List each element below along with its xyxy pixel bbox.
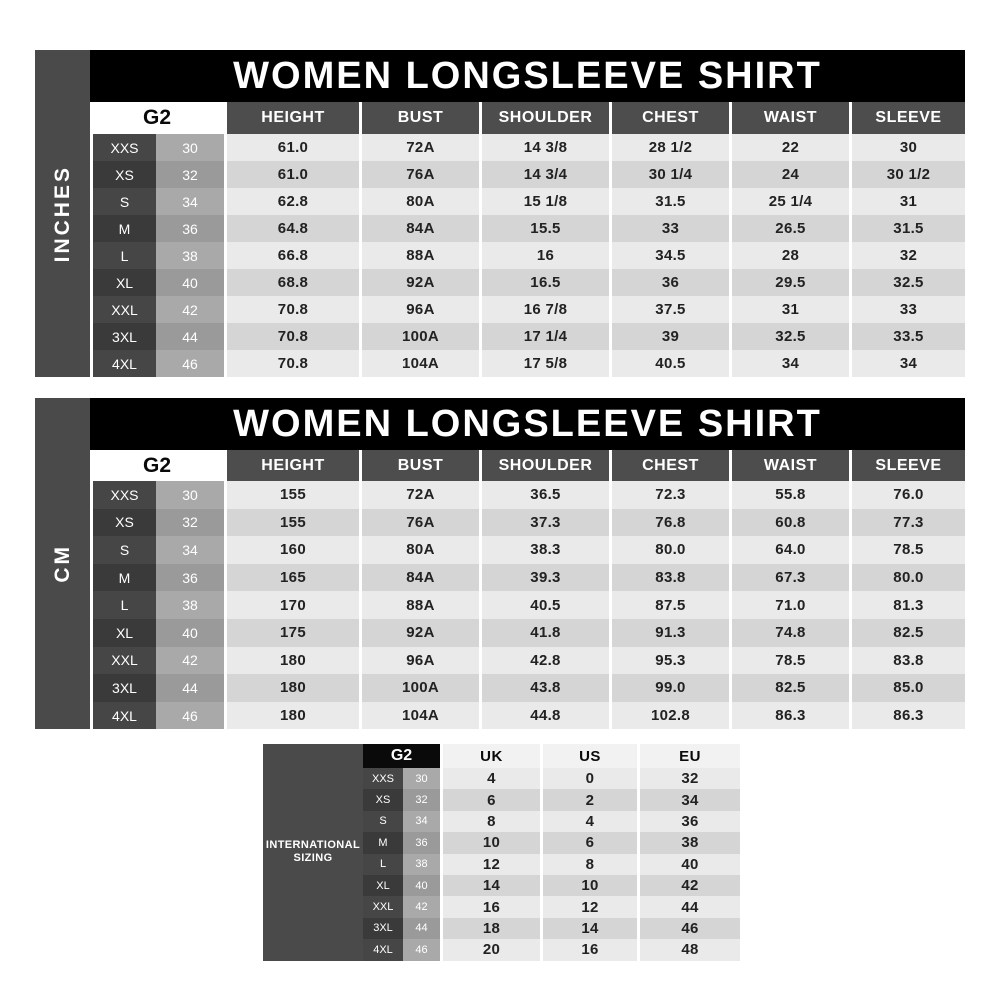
value-cell-uk: 12	[440, 854, 540, 875]
size-label-cell: XXS	[90, 481, 156, 509]
value-cell-uk: 16	[440, 896, 540, 917]
value-cell-height: 180	[224, 647, 359, 675]
size-label-cell: 4XL	[90, 350, 156, 377]
value-cell-height: 160	[224, 536, 359, 564]
value-cell-waist: 31	[729, 296, 849, 323]
value-cell-us: 10	[540, 875, 637, 896]
value-cell-shoulder: 14 3/8	[479, 134, 609, 161]
value-cell-sleeve: 86.3	[849, 702, 965, 730]
value-cell-bust: 92A	[359, 269, 479, 296]
g2-size-cell: 38	[156, 242, 224, 269]
g2-size-cell: 30	[156, 134, 224, 161]
value-cell-bust: 92A	[359, 619, 479, 647]
size-label-cell: XXL	[90, 647, 156, 675]
value-cell-waist: 22	[729, 134, 849, 161]
value-cell-chest: 34.5	[609, 242, 729, 269]
value-cell-eu: 32	[637, 768, 740, 789]
value-cell-chest: 28 1/2	[609, 134, 729, 161]
g2-size-cell: 34	[156, 536, 224, 564]
value-cell-sleeve: 30	[849, 134, 965, 161]
value-cell-chest: 40.5	[609, 350, 729, 377]
g2-size-cell: 32	[403, 789, 440, 810]
value-cell-height: 70.8	[224, 350, 359, 377]
g2-header: G2	[363, 744, 440, 768]
value-cell-height: 62.8	[224, 188, 359, 215]
unit-label: CM	[50, 544, 74, 583]
size-label-cell: S	[90, 188, 156, 215]
value-cell-height: 165	[224, 564, 359, 592]
column-header-uk: UK	[440, 744, 540, 768]
value-cell-height: 70.8	[224, 296, 359, 323]
column-header-height: HEIGHT	[224, 102, 359, 134]
column-header-sleeve: SLEEVE	[849, 102, 965, 134]
value-cell-chest: 31.5	[609, 188, 729, 215]
value-cell-waist: 86.3	[729, 702, 849, 730]
value-cell-shoulder: 17 1/4	[479, 323, 609, 350]
unit-strip-cm	[35, 398, 90, 729]
size-label-cell: 4XL	[90, 702, 156, 730]
g2-size-cell: 34	[403, 811, 440, 832]
value-cell-height: 180	[224, 702, 359, 730]
value-cell-sleeve: 82.5	[849, 619, 965, 647]
value-cell-chest: 99.0	[609, 674, 729, 702]
size-label-cell: XS	[90, 161, 156, 188]
value-cell-height: 70.8	[224, 323, 359, 350]
size-label-cell: XXL	[90, 296, 156, 323]
value-cell-waist: 74.8	[729, 619, 849, 647]
value-cell-waist: 78.5	[729, 647, 849, 675]
value-cell-waist: 34	[729, 350, 849, 377]
value-cell-waist: 60.8	[729, 509, 849, 537]
value-cell-shoulder: 43.8	[479, 674, 609, 702]
g2-size-cell: 42	[403, 896, 440, 917]
value-cell-us: 16	[540, 939, 637, 960]
g2-header: G2	[90, 450, 224, 481]
value-cell-uk: 14	[440, 875, 540, 896]
value-cell-shoulder: 40.5	[479, 591, 609, 619]
value-cell-shoulder: 16	[479, 242, 609, 269]
value-cell-bust: 72A	[359, 481, 479, 509]
g2-size-cell: 42	[156, 647, 224, 675]
value-cell-sleeve: 80.0	[849, 564, 965, 592]
value-cell-eu: 40	[637, 854, 740, 875]
value-cell-uk: 18	[440, 918, 540, 939]
value-cell-us: 0	[540, 768, 637, 789]
value-cell-bust: 88A	[359, 591, 479, 619]
value-cell-height: 155	[224, 481, 359, 509]
g2-size-cell: 30	[403, 768, 440, 789]
value-cell-waist: 55.8	[729, 481, 849, 509]
value-cell-chest: 72.3	[609, 481, 729, 509]
value-cell-chest: 76.8	[609, 509, 729, 537]
value-cell-height: 66.8	[224, 242, 359, 269]
size-label-cell: XXL	[363, 896, 403, 917]
value-cell-eu: 38	[637, 832, 740, 853]
value-cell-chest: 80.0	[609, 536, 729, 564]
g2-size-cell: 38	[403, 854, 440, 875]
value-cell-shoulder: 38.3	[479, 536, 609, 564]
value-cell-height: 170	[224, 591, 359, 619]
value-cell-bust: 104A	[359, 350, 479, 377]
value-cell-chest: 37.5	[609, 296, 729, 323]
value-cell-sleeve: 76.0	[849, 481, 965, 509]
value-cell-uk: 8	[440, 811, 540, 832]
column-header-eu: EU	[637, 744, 740, 768]
international-sizing-table	[263, 744, 740, 961]
size-label-cell: XS	[90, 509, 156, 537]
value-cell-height: 64.8	[224, 215, 359, 242]
value-cell-eu: 42	[637, 875, 740, 896]
value-cell-sleeve: 31	[849, 188, 965, 215]
size-label-cell: M	[90, 564, 156, 592]
size-label-cell: XS	[363, 789, 403, 810]
value-cell-shoulder: 17 5/8	[479, 350, 609, 377]
g2-size-cell: 30	[156, 481, 224, 509]
value-cell-shoulder: 36.5	[479, 481, 609, 509]
g2-size-cell: 40	[156, 269, 224, 296]
g2-size-cell: 36	[403, 832, 440, 853]
table-title: WOMEN LONGSLEEVE SHIRT	[90, 398, 965, 450]
value-cell-uk: 20	[440, 939, 540, 960]
value-cell-bust: 76A	[359, 161, 479, 188]
size-label-cell: XL	[90, 269, 156, 296]
size-label-cell: S	[363, 811, 403, 832]
size-label-cell: M	[90, 215, 156, 242]
value-cell-sleeve: 32	[849, 242, 965, 269]
column-header-height: HEIGHT	[224, 450, 359, 481]
value-cell-us: 2	[540, 789, 637, 810]
value-cell-us: 8	[540, 854, 637, 875]
value-cell-us: 12	[540, 896, 637, 917]
value-cell-chest: 39	[609, 323, 729, 350]
column-header-bust: BUST	[359, 102, 479, 134]
value-cell-sleeve: 30 1/2	[849, 161, 965, 188]
value-cell-waist: 71.0	[729, 591, 849, 619]
value-cell-sleeve: 83.8	[849, 647, 965, 675]
international-sizing-label: INTERNATIONAL SIZING	[263, 744, 363, 961]
value-cell-chest: 33	[609, 215, 729, 242]
g2-size-cell: 46	[156, 702, 224, 730]
size-label-cell: XL	[90, 619, 156, 647]
value-cell-waist: 25 1/4	[729, 188, 849, 215]
g2-size-cell: 40	[156, 619, 224, 647]
value-cell-waist: 67.3	[729, 564, 849, 592]
g2-size-cell: 32	[156, 161, 224, 188]
value-cell-sleeve: 31.5	[849, 215, 965, 242]
value-cell-chest: 87.5	[609, 591, 729, 619]
size-label-cell: L	[363, 854, 403, 875]
g2-size-cell: 44	[403, 918, 440, 939]
value-cell-bust: 100A	[359, 323, 479, 350]
column-header-shoulder: SHOULDER	[479, 102, 609, 134]
size-label-cell: M	[363, 832, 403, 853]
value-cell-height: 180	[224, 674, 359, 702]
value-cell-height: 155	[224, 509, 359, 537]
size-label-cell: 3XL	[90, 323, 156, 350]
value-cell-bust: 96A	[359, 296, 479, 323]
value-cell-uk: 6	[440, 789, 540, 810]
value-cell-us: 4	[540, 811, 637, 832]
value-cell-chest: 102.8	[609, 702, 729, 730]
value-cell-eu: 46	[637, 918, 740, 939]
value-cell-sleeve: 33.5	[849, 323, 965, 350]
column-header-waist: WAIST	[729, 102, 849, 134]
value-cell-chest: 83.8	[609, 564, 729, 592]
value-cell-eu: 36	[637, 811, 740, 832]
value-cell-waist: 64.0	[729, 536, 849, 564]
size-label-cell: XL	[363, 875, 403, 896]
value-cell-bust: 96A	[359, 647, 479, 675]
g2-size-cell: 46	[156, 350, 224, 377]
value-cell-uk: 4	[440, 768, 540, 789]
value-cell-height: 175	[224, 619, 359, 647]
column-header-chest: CHEST	[609, 450, 729, 481]
value-cell-waist: 32.5	[729, 323, 849, 350]
value-cell-uk: 10	[440, 832, 540, 853]
value-cell-bust: 80A	[359, 188, 479, 215]
value-cell-shoulder: 15.5	[479, 215, 609, 242]
value-cell-sleeve: 34	[849, 350, 965, 377]
value-cell-bust: 88A	[359, 242, 479, 269]
column-header-waist: WAIST	[729, 450, 849, 481]
value-cell-sleeve: 32.5	[849, 269, 965, 296]
value-cell-bust: 100A	[359, 674, 479, 702]
size-label-cell: XXS	[363, 768, 403, 789]
g2-size-cell: 36	[156, 215, 224, 242]
value-cell-shoulder: 42.8	[479, 647, 609, 675]
g2-size-cell: 44	[156, 674, 224, 702]
value-cell-chest: 91.3	[609, 619, 729, 647]
unit-strip-inches	[35, 50, 90, 377]
value-cell-bust: 76A	[359, 509, 479, 537]
value-cell-shoulder: 41.8	[479, 619, 609, 647]
size-label-cell: L	[90, 591, 156, 619]
value-cell-bust: 104A	[359, 702, 479, 730]
value-cell-waist: 28	[729, 242, 849, 269]
value-cell-shoulder: 16 7/8	[479, 296, 609, 323]
size-label-cell: 3XL	[363, 918, 403, 939]
column-header-us: US	[540, 744, 637, 768]
size-label-cell: 3XL	[90, 674, 156, 702]
value-cell-bust: 80A	[359, 536, 479, 564]
g2-size-cell: 34	[156, 188, 224, 215]
value-cell-bust: 84A	[359, 564, 479, 592]
value-cell-waist: 82.5	[729, 674, 849, 702]
value-cell-eu: 34	[637, 789, 740, 810]
value-cell-shoulder: 39.3	[479, 564, 609, 592]
g2-size-cell: 46	[403, 939, 440, 960]
value-cell-us: 14	[540, 918, 637, 939]
value-cell-height: 68.8	[224, 269, 359, 296]
value-cell-sleeve: 77.3	[849, 509, 965, 537]
size-label-cell: L	[90, 242, 156, 269]
column-header-shoulder: SHOULDER	[479, 450, 609, 481]
value-cell-shoulder: 16.5	[479, 269, 609, 296]
value-cell-shoulder: 15 1/8	[479, 188, 609, 215]
g2-size-cell: 44	[156, 323, 224, 350]
inches-size-table	[35, 50, 965, 377]
value-cell-bust: 84A	[359, 215, 479, 242]
g2-size-cell: 42	[156, 296, 224, 323]
column-header-bust: BUST	[359, 450, 479, 481]
value-cell-chest: 36	[609, 269, 729, 296]
g2-size-cell: 36	[156, 564, 224, 592]
size-label-cell: S	[90, 536, 156, 564]
value-cell-bust: 72A	[359, 134, 479, 161]
value-cell-waist: 26.5	[729, 215, 849, 242]
g2-header: G2	[90, 102, 224, 134]
column-header-chest: CHEST	[609, 102, 729, 134]
value-cell-sleeve: 78.5	[849, 536, 965, 564]
column-header-sleeve: SLEEVE	[849, 450, 965, 481]
value-cell-chest: 95.3	[609, 647, 729, 675]
size-label-cell: 4XL	[363, 939, 403, 960]
value-cell-shoulder: 37.3	[479, 509, 609, 537]
value-cell-height: 61.0	[224, 134, 359, 161]
value-cell-eu: 48	[637, 939, 740, 960]
value-cell-sleeve: 85.0	[849, 674, 965, 702]
value-cell-shoulder: 14 3/4	[479, 161, 609, 188]
cm-size-table	[35, 398, 965, 729]
value-cell-waist: 29.5	[729, 269, 849, 296]
table-title: WOMEN LONGSLEEVE SHIRT	[90, 50, 965, 102]
value-cell-eu: 44	[637, 896, 740, 917]
value-cell-sleeve: 33	[849, 296, 965, 323]
value-cell-shoulder: 44.8	[479, 702, 609, 730]
size-label-cell: XXS	[90, 134, 156, 161]
g2-size-cell: 40	[403, 875, 440, 896]
unit-label: INCHES	[50, 164, 74, 263]
g2-size-cell: 38	[156, 591, 224, 619]
value-cell-chest: 30 1/4	[609, 161, 729, 188]
value-cell-waist: 24	[729, 161, 849, 188]
value-cell-height: 61.0	[224, 161, 359, 188]
value-cell-us: 6	[540, 832, 637, 853]
value-cell-sleeve: 81.3	[849, 591, 965, 619]
g2-size-cell: 32	[156, 509, 224, 537]
